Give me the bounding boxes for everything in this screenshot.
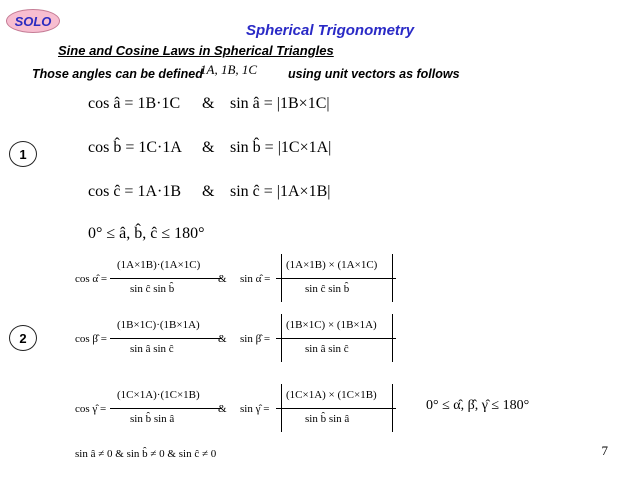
fraction-bar [276, 338, 396, 339]
eq1-sin-b: sin b̂ = |1C×1A| [230, 139, 332, 156]
fraction-bar [110, 408, 222, 409]
eq2-sin-beta-lhs: sin β̂ = [240, 333, 271, 345]
magnitude-bar [392, 384, 393, 432]
eq2-sin-gamma-den: sin b̂ sin â [305, 413, 350, 425]
eq1-amp-a: & [202, 95, 215, 112]
eq2-sin-beta-num: (1B×1C) × (1B×1A) [286, 319, 377, 331]
magnitude-bar [281, 254, 282, 302]
eq2-cos-alpha-lhs: cos α̂ = [75, 273, 108, 285]
page-title: Spherical Trigonometry [246, 22, 415, 39]
equation-group-1-badge [9, 141, 37, 167]
fraction-bar [276, 408, 396, 409]
eq1-range: 0° ≤ â, b̂, ĉ ≤ 180° [88, 225, 205, 242]
eq1-sin-c: sin ĉ = |1A×1B| [230, 183, 331, 200]
eq1-cos-c: cos ĉ = 1A·1B [88, 183, 182, 200]
intro-vectors: 1A, 1B, 1C [200, 62, 258, 77]
intro-lead: Those angles can be defined [32, 67, 203, 81]
eq2-sin-alpha-lhs: sin α̂ = [240, 273, 271, 285]
equation-group-2-badge [9, 325, 37, 351]
eq2-cos-gamma-den: sin b̂ sin â [130, 413, 175, 425]
eq2-cos-beta-den: sin â sin ĉ [130, 343, 174, 355]
magnitude-bar [392, 314, 393, 362]
eq1-amp-c: & [202, 183, 215, 200]
page-number: 7 [601, 443, 608, 458]
fraction-bar [110, 278, 222, 279]
page-subtitle: Sine and Cosine Laws in Spherical Triangles [58, 43, 334, 58]
solo-logo [6, 9, 60, 33]
eq2-cos-alpha-den: sin ĉ sin b̂ [130, 283, 175, 295]
magnitude-bar [281, 314, 282, 362]
eq1-cos-b: cos b̂ = 1C·1A [88, 139, 182, 156]
eq2-sin-gamma-num: (1C×1A) × (1C×1B) [286, 389, 377, 401]
eq2-sin-gamma-lhs: sin γ̂ = [240, 403, 270, 415]
eq2-sin-alpha-num: (1A×1B) × (1A×1C) [286, 259, 378, 271]
eq2-sin-alpha-den: sin ĉ sin b̂ [305, 283, 350, 295]
eq2-cos-beta-num: (1B×1C)·(1B×1A) [117, 319, 200, 331]
eq1-sin-a: sin â = |1B×1C| [230, 95, 330, 112]
eq2-amp-beta: & [218, 333, 227, 345]
eq2-nonzero: sin â ≠ 0 & sin b̂ ≠ 0 & sin ĉ ≠ 0 [75, 448, 217, 460]
eq2-amp-alpha: & [218, 273, 227, 285]
eq2-cos-gamma-lhs: cos γ̂ = [75, 403, 107, 415]
magnitude-bar [392, 254, 393, 302]
magnitude-bar [281, 384, 282, 432]
eq2-cos-beta-lhs: cos β̂ = [75, 333, 107, 345]
eq2-range: 0° ≤ α̂, β̂, γ̂ ≤ 180° [426, 398, 530, 413]
badge-label: 1 [19, 146, 27, 162]
eq2-cos-alpha-num: (1A×1B)·(1A×1C) [117, 259, 201, 271]
eq2-cos-gamma-num: (1C×1A)·(1C×1B) [117, 389, 200, 401]
fraction-bar [276, 278, 396, 279]
eq2-sin-beta-den: sin â sin ĉ [305, 343, 349, 355]
fraction-bar [110, 338, 222, 339]
eq1-amp-b: & [202, 139, 215, 156]
badge-label: 2 [19, 330, 27, 346]
logo-text: SOLO [14, 13, 52, 29]
eq2-amp-gamma: & [218, 403, 227, 415]
intro-tail: using unit vectors as follows [288, 67, 460, 81]
eq1-cos-a: cos â = 1B·1C [88, 95, 181, 112]
